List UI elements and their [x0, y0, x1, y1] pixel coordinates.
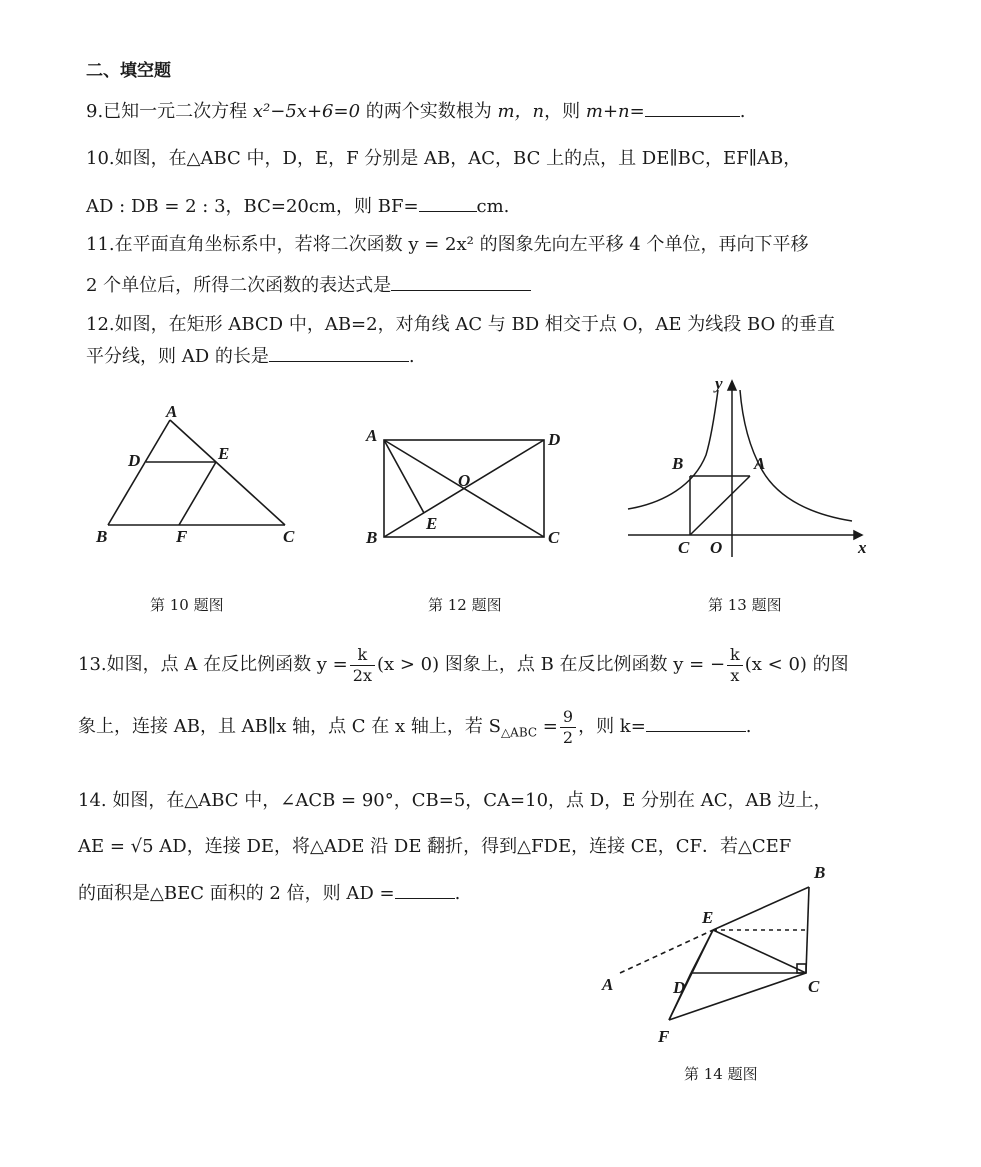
figure-10	[90, 400, 310, 550]
fig14-side-bc	[806, 887, 809, 973]
q13-text-b: (x > 0) 图象上，点 B 在反比例函数 y = −	[376, 654, 726, 675]
fig14-caption: 第 14 题图	[684, 1065, 758, 1083]
q12-end: .	[408, 346, 415, 367]
q12-line2-text: 平分线，则 AD 的长是	[86, 346, 269, 367]
figure-12	[362, 425, 572, 550]
fig10-label-d: D	[128, 451, 141, 470]
q13-end: .	[745, 716, 752, 737]
q9-expr: m+n=	[585, 101, 645, 122]
q10-line1: 10.如图，在△ABC 中，D，E，F 分别是 AB，AC，BC 上的点，且 DE∥BC，EF∥AB，	[86, 148, 802, 169]
q13-f1-den: 2x	[352, 665, 372, 685]
fig14-segment-fc	[669, 973, 806, 1020]
q14-line1: 14. 如图，在△ABC 中，∠ACB = 90°，CB=5，CA=10，点 D，E 分别在 AC，AB 边上，	[78, 790, 832, 811]
q13-f2-num: k	[727, 645, 743, 666]
fig13-label-c: C	[678, 538, 690, 557]
q9-equation: x²−5x+6=0	[252, 101, 361, 122]
fig13-label-b: B	[672, 454, 684, 473]
fig13-curve-left	[628, 390, 718, 509]
fig10-label-e: E	[218, 444, 230, 463]
fig13-label-x: x	[858, 538, 867, 557]
q14-line3-text: 的面积是△BEC 面积的 2 倍，则 AD =	[78, 883, 395, 904]
q13-f1-num: k	[350, 645, 375, 666]
question-12-line2	[86, 345, 415, 368]
question-9	[86, 100, 745, 123]
q11-line1: 11.在平面直角坐标系中，若将二次函数 y = 2x² 的图象先向左平移 4 个单位，再向下平移	[86, 234, 809, 255]
figure-14	[590, 860, 840, 1050]
fig10-segment-ef	[179, 462, 216, 525]
q10-end: cm.	[476, 196, 510, 217]
figure-13	[624, 375, 874, 560]
q13-line2-text-b: ，则 k=	[578, 716, 646, 737]
fig14-label-a: A	[602, 975, 614, 994]
q10-line2-text: AD : DB = 2 : 3，BC=20cm，则 BF=	[86, 196, 419, 217]
question-13-line2	[78, 702, 752, 752]
q9-end: .	[739, 101, 746, 122]
fig12-label-c: C	[548, 528, 560, 547]
fig10-label-f: F	[176, 527, 188, 546]
q12-line1: 12.如图，在矩形 ABCD 中，AB=2，对角线 AC 与 BD 相交于点 O，AE 为线段 BO 的垂直	[86, 314, 836, 335]
q13-line2-text: 象上，连接 AB，且 AB∥x 轴，点 C 在 x 轴上，若 S	[78, 716, 501, 737]
fig13-segment-ca	[690, 476, 750, 535]
q13-text-c: (x < 0) 的图	[744, 654, 849, 675]
q9-answer-blank[interactable]	[645, 100, 740, 117]
fig10-label-c: C	[283, 527, 295, 546]
question-13-line1	[78, 640, 849, 690]
fig14-label-b: B	[814, 863, 826, 882]
fig13-label-y: y	[715, 374, 723, 393]
fig10-label-b: B	[96, 527, 108, 546]
q13-fraction-1	[350, 645, 375, 686]
fig14-segment-ec	[713, 930, 806, 973]
q13-answer-blank[interactable]	[646, 715, 746, 732]
fig13-caption: 第 13 题图	[708, 596, 782, 614]
fig10-label-a: A	[166, 402, 178, 421]
fig13-label-o: O	[710, 538, 723, 557]
q13-f3-den: 2	[562, 727, 574, 747]
fig10-side-ab	[108, 420, 170, 525]
fig14-dashed-ae	[620, 930, 713, 973]
fig12-label-b: B	[366, 528, 378, 547]
fig10-side-ac	[170, 420, 285, 525]
fig12-segment-ae	[384, 440, 424, 513]
q11-answer-blank[interactable]	[391, 274, 531, 291]
q14-end: .	[454, 883, 461, 904]
fig14-label-e: E	[702, 908, 714, 927]
q10-answer-blank[interactable]	[419, 195, 477, 212]
q9-text-b: 的两个实数根为	[360, 101, 498, 122]
fig14-label-f: F	[658, 1027, 670, 1046]
fig14-label-c: C	[808, 977, 820, 996]
fig12-label-o: O	[458, 471, 471, 490]
q13-subscript: △ABC	[500, 725, 538, 740]
fig12-label-e: E	[426, 514, 438, 533]
q13-text-a: 13.如图，点 A 在反比例函数 y =	[78, 654, 348, 675]
fig14-label-d: D	[673, 978, 686, 997]
fig12-label-a: A	[366, 426, 378, 445]
q13-fraction-2	[727, 645, 743, 686]
q14-line2: AE = √5 AD，连接 DE，将△ADE 沿 DE 翻折，得到△FDE，连接 CE，CF．若△CEF	[78, 836, 792, 857]
fig14-segment-eb	[713, 887, 809, 930]
q11-line2-text: 2 个单位后，所得二次函数的表达式是	[86, 275, 392, 296]
fig13-label-a: A	[754, 454, 766, 473]
q12-answer-blank[interactable]	[269, 345, 409, 362]
q13-f2-den: x	[730, 665, 740, 685]
fig10-caption: 第 10 题图	[150, 596, 224, 614]
q14-answer-blank[interactable]	[395, 882, 455, 899]
q13-f3-num: 9	[560, 707, 576, 728]
question-14-line3	[78, 882, 460, 905]
fig13-y-arrow	[728, 381, 736, 390]
q9-text-c: ，则	[544, 101, 586, 122]
q13-equals: =	[537, 716, 558, 737]
fig12-label-d: D	[548, 430, 561, 449]
q13-fraction-3	[560, 707, 576, 748]
section-title: 二、填空题	[86, 61, 171, 81]
question-11-line2	[86, 274, 531, 297]
fig12-caption: 第 12 题图	[428, 596, 502, 614]
q9-vars: m，n	[497, 101, 545, 122]
q9-text-a: 9.已知一元二次方程	[86, 101, 253, 122]
question-10-line2	[86, 195, 509, 218]
